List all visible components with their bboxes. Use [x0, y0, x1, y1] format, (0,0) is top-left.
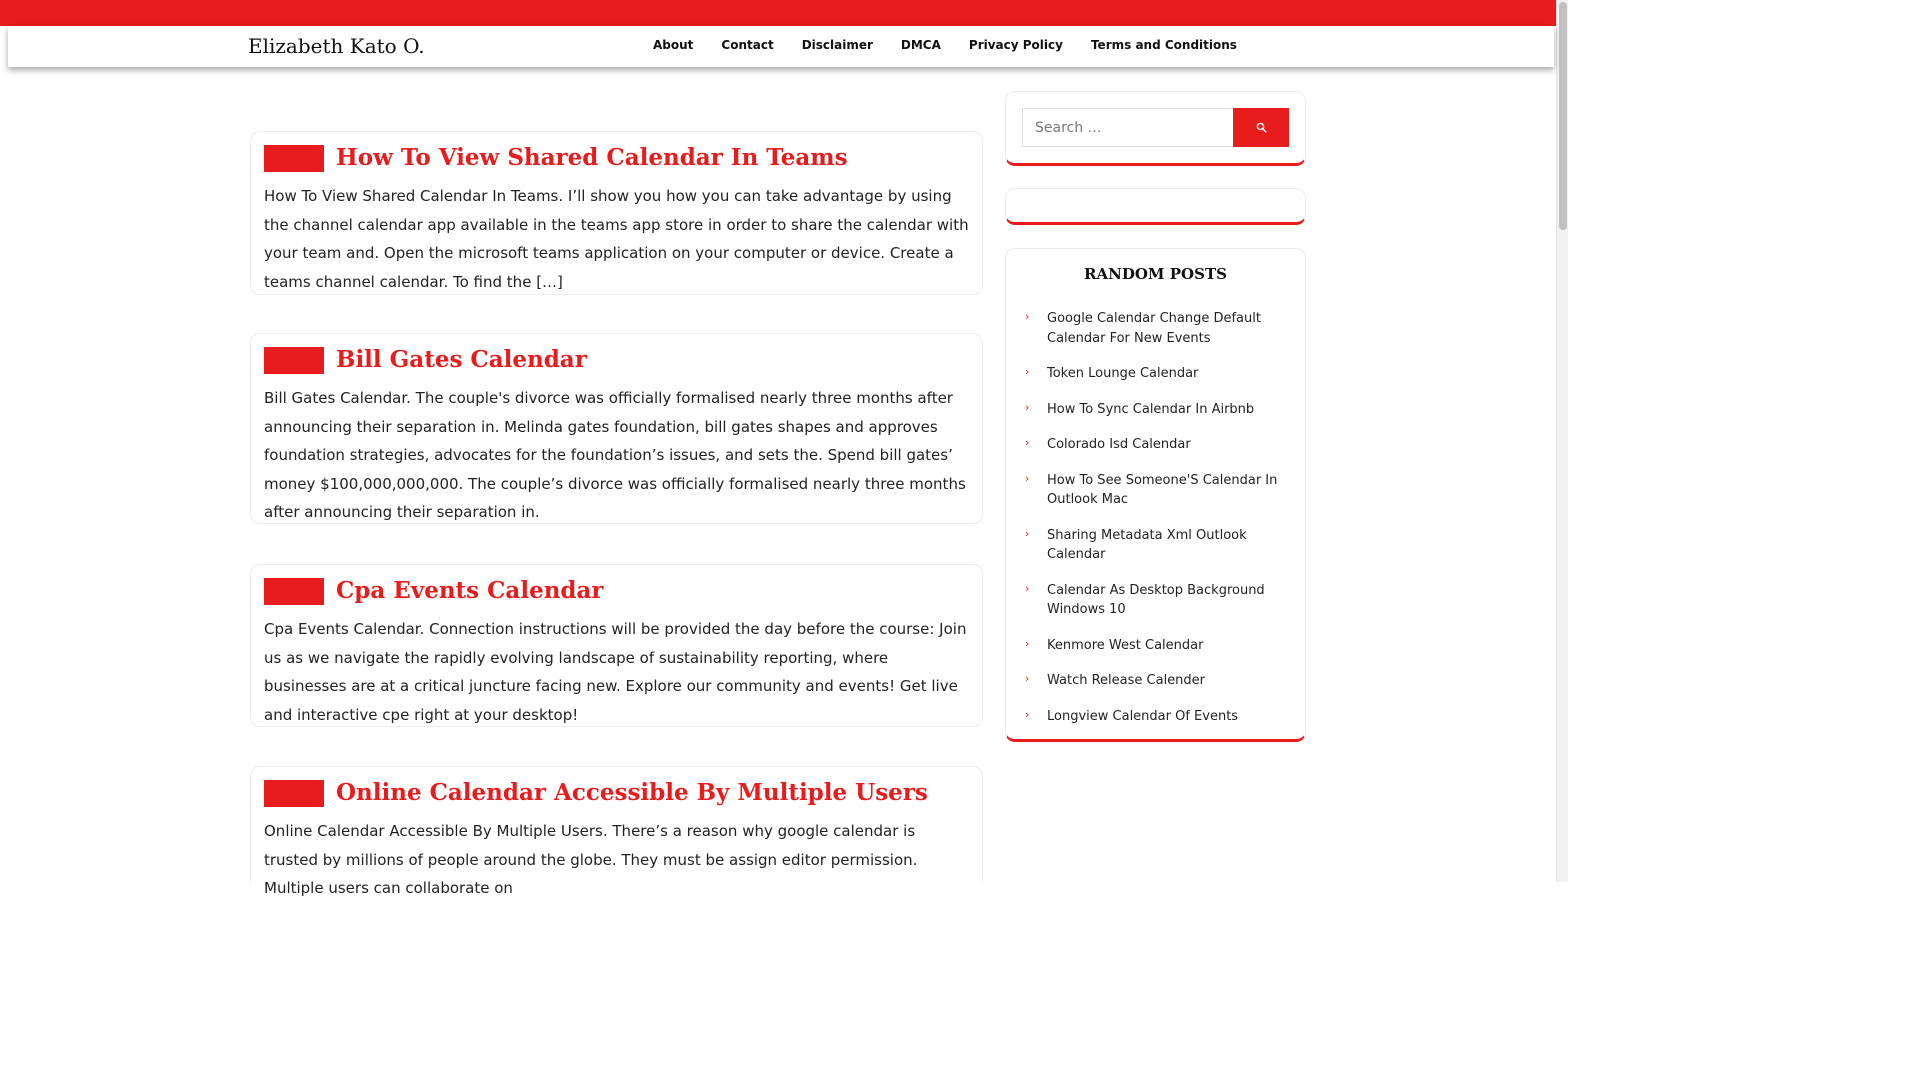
- list-item: [1022, 435, 1292, 455]
- post-title[interactable]: How To View Shared Calendar In Teams: [336, 144, 848, 171]
- chevron-right-icon: ›: [1025, 581, 1030, 595]
- top-accent-bar: [0, 0, 1556, 26]
- random-post-link[interactable]: Watch Release Calender: [1047, 673, 1206, 688]
- nav-disclaimer[interactable]: Disclaimer: [801, 38, 873, 52]
- random-post-link[interactable]: How To See Someone'S Calendar In Outlook Mac: [1047, 472, 1278, 507]
- nav-about[interactable]: About: [653, 38, 694, 52]
- list-item: [1022, 526, 1292, 565]
- category-badge[interactable]: [264, 780, 324, 807]
- random-posts-title: RANDOM POSTS: [1084, 265, 1227, 283]
- nav-contact[interactable]: Contact: [721, 38, 774, 52]
- empty-widget: [1005, 188, 1306, 225]
- category-badge[interactable]: [264, 578, 324, 605]
- main-nav: [653, 38, 1237, 52]
- search-icon: [1256, 122, 1267, 133]
- list-item: [1022, 671, 1292, 691]
- random-posts-list: [1022, 309, 1292, 742]
- list-item: [1022, 400, 1292, 420]
- search-button[interactable]: [1233, 108, 1289, 147]
- post-title[interactable]: Online Calendar Accessible By Multiple Users: [336, 779, 928, 806]
- post-excerpt: Online Calendar Accessible By Multiple Users. There’s a reason why google calendar is trusted by millions of people around the globe. They must be assign editor permission. Multiple users can collaborate on: [264, 822, 918, 898]
- chevron-right-icon: ›: [1025, 436, 1030, 449]
- category-badge[interactable]: [264, 145, 324, 172]
- list-item: [1022, 364, 1292, 384]
- site-header: [8, 26, 1554, 67]
- post-excerpt: Cpa Events Calendar. Connection instructions will be provided the day before the course: Join us as we navigate the rapidly evolving landscape of sustainability reporting, where businesses are at a critical juncture facing new. Explore our community and events! Get live and interactive cpe right at your desktop!: [264, 620, 967, 724]
- nav-dmca[interactable]: DMCA: [900, 38, 941, 52]
- list-item: [1022, 581, 1292, 620]
- random-post-link[interactable]: How To Sync Calendar In Airbnb: [1047, 401, 1255, 417]
- random-post-link[interactable]: Sharing Metadata Xml Outlook Calendar: [1047, 527, 1247, 562]
- page-scrollbar[interactable]: [1556, 0, 1568, 882]
- post-title[interactable]: Cpa Events Calendar: [336, 577, 604, 604]
- list-item: [1022, 707, 1292, 727]
- list-item: [1022, 636, 1292, 656]
- chevron-right-icon: ›: [1025, 365, 1030, 378]
- chevron-right-icon: ›: [1025, 672, 1030, 685]
- site-title[interactable]: Elizabeth Kato O.: [248, 34, 425, 58]
- search-widget: [1005, 91, 1306, 166]
- list-item: [1022, 471, 1292, 510]
- post-card: [250, 564, 983, 727]
- random-post-link[interactable]: Kenmore West Calendar: [1047, 637, 1204, 653]
- chevron-right-icon: ›: [1025, 707, 1030, 721]
- post-title[interactable]: Bill Gates Calendar: [336, 346, 587, 373]
- search-input[interactable]: [1022, 108, 1234, 147]
- nav-terms-and-conditions[interactable]: Terms and Conditions: [1090, 38, 1237, 52]
- chevron-right-icon: ›: [1025, 310, 1030, 323]
- post-card: [250, 766, 983, 898]
- post-card: [250, 333, 983, 524]
- scrollbar-thumb[interactable]: [1559, 2, 1567, 230]
- chevron-right-icon: ›: [1025, 400, 1030, 414]
- category-badge[interactable]: [264, 347, 324, 374]
- random-post-link[interactable]: Google Calendar Change Default Calendar For New Events: [1047, 311, 1261, 346]
- random-post-link[interactable]: Calendar As Desktop Background Windows 10: [1047, 582, 1265, 617]
- chevron-right-icon: ›: [1025, 471, 1030, 485]
- random-post-link[interactable]: Colorado Isd Calendar: [1047, 437, 1191, 452]
- list-item: [1022, 309, 1292, 348]
- post-card: [250, 131, 983, 295]
- post-excerpt: How To View Shared Calendar In Teams. I’ll show you how you can take advantage by using the channel calendar app available in the teams app store in order to share the calendar with your team and. Open the microsoft teams application on your computer or device. Create a teams channel calendar. To find the […]: [264, 187, 969, 291]
- chevron-right-icon: ›: [1025, 526, 1030, 540]
- post-excerpt: Bill Gates Calendar. The couple's divorce was officially formalised nearly three months after announcing their separation in. Melinda gates foundation, bill gates shapes and approves foundation strategies, advocates for the foundation’s issues, and sets the. Spend bill gates’ money $100,000,000,000. The couple’s divorce was officially formalised nearly three months after announcing their separation in.: [264, 389, 966, 522]
- chevron-right-icon: ›: [1025, 636, 1030, 650]
- random-post-link[interactable]: Token Lounge Calendar: [1047, 366, 1199, 381]
- random-posts-widget: [1005, 248, 1306, 742]
- nav-privacy-policy[interactable]: Privacy Policy: [968, 38, 1063, 52]
- random-post-link[interactable]: Longview Calendar Of Events: [1047, 708, 1239, 724]
